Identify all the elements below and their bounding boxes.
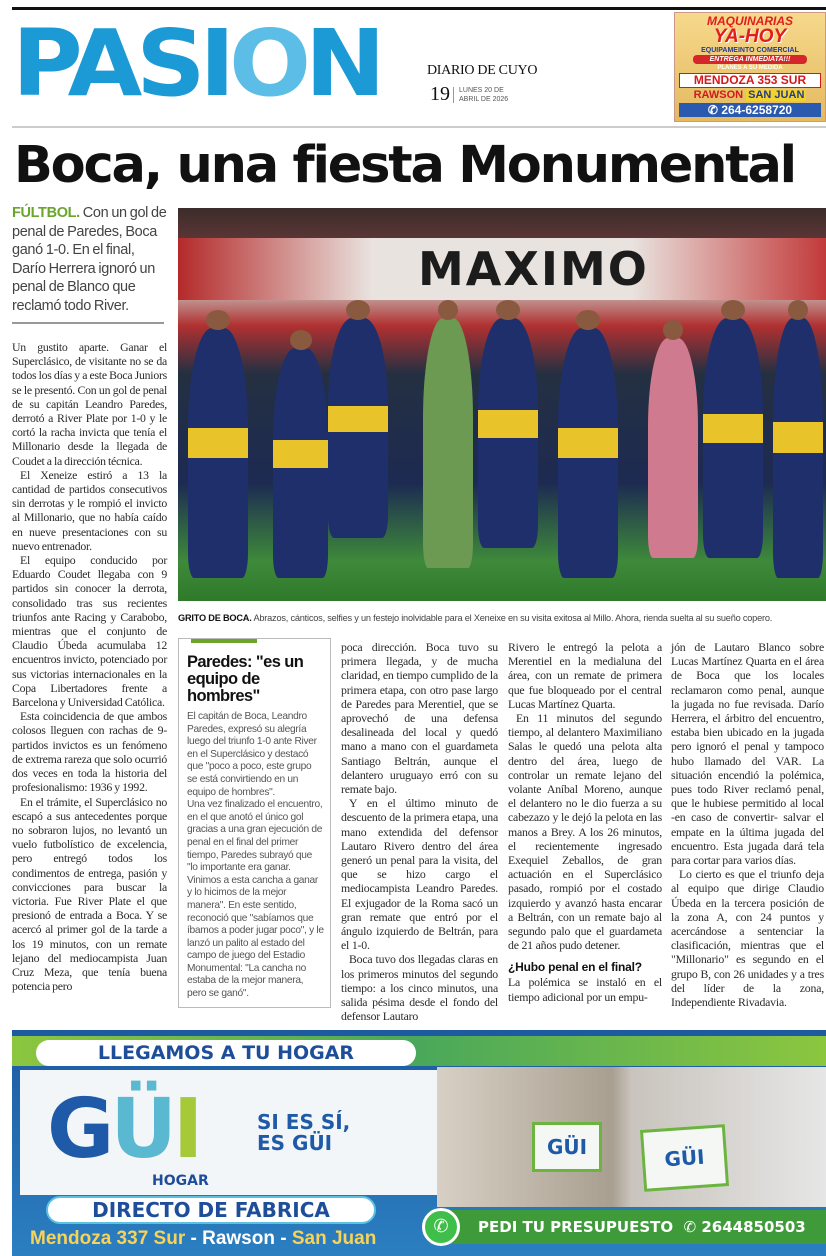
whatsapp-icon: ✆ bbox=[707, 103, 718, 117]
paragraph: Boca tuvo dos llegadas claras en los primeros minutos del segundo tiempo: a los cinco minutos, una salida pésima desde el fondo del defensor Lautaro bbox=[341, 952, 498, 1024]
ad-address: MENDOZA 353 SUR bbox=[679, 73, 821, 88]
section-logo: PASION bbox=[12, 10, 380, 117]
ad-address bbox=[30, 1228, 376, 1250]
ad-tagline: LLEGAMOS A TU HOGAR bbox=[36, 1040, 416, 1066]
address-province: San Juan bbox=[291, 1228, 377, 1249]
brand-sub: HOGAR bbox=[152, 1173, 209, 1189]
article-column-1 bbox=[12, 340, 167, 993]
paragraph: Rivero le entregó la pelota a Merentiel en la medialuna del área, con un remate de primera que fue bloqueado por el central Lucas Martínez Quarta. bbox=[508, 640, 662, 711]
headline: Boca, una fiesta Monumental bbox=[14, 136, 795, 195]
subheading: ¿Hubo penal en el final? bbox=[508, 960, 642, 975]
paragraph: En 11 minutos del segundo tiempo, al delantero Maximiliano Salas le quedó una pelota alta dentro del área, luego de controlar un remate lejano del volante Aníbal Moreno, aunque el delantero no le dio fuerza a su cabezazo y le dejó la pelota en las manos a Brey. A los 26 minutos, el recientemente ingresado Exequiel Zeballos, de gran actuación en el Superclásico pasado, rompió por el costado izquierdo y avanzó hasta encarar a Beltrán, con un remate bajo al segundo palo que el guardameta de 21 años pudo detener. bbox=[508, 711, 662, 953]
page-number: 19 bbox=[430, 83, 450, 105]
whatsapp-icon: ✆ bbox=[422, 1208, 460, 1246]
caption-label: GRITO DE BOCA. bbox=[178, 613, 252, 623]
paragraph: El Xeneize estiró a 13 la cantidad de partidos consecutivos sin derrotas y le rompió el invicto al Millonario, que no había caído en nueve presentaciones con su nuevo entrenador. bbox=[12, 467, 167, 553]
ad-line: EQUIPAMEINTO COMERCIAL bbox=[701, 47, 799, 54]
player-figure bbox=[273, 348, 328, 578]
slogan-line: ES GÜI bbox=[257, 1131, 333, 1155]
article-column-4 bbox=[671, 640, 824, 1009]
brand-sign: GÜI bbox=[532, 1122, 602, 1172]
banner-text: MAXIMO bbox=[418, 242, 649, 296]
quote-cta bbox=[430, 1210, 826, 1244]
paragraph: Esta coincidencia de que ambos colosos lleguen con rachas de 9- partidos invictos es un fenómeno de extrema rareza que solo ocurrió dos veces en toda la historia del profesionalismo: 1936 y 1992. bbox=[12, 709, 167, 795]
caption-text: Abrazos, cánticos, selfies y un festejo inolvidable para el Xeneixe en su visita exitosa al Millo. Ahora, rienda suelta al su sueño copero. bbox=[251, 613, 773, 623]
address-city: - Rawson - bbox=[185, 1228, 292, 1249]
brand-sign: GÜI bbox=[640, 1124, 729, 1192]
paragraph: En el trámite, el Superclásico no escapó a sus antecedentes porque no sobraron lujos, no levantó un vuelo futbolístico de excelencia, pero entregó todos los condimentos de entrega, pasión y convicciones para buscar la victoria. Fue River Plate el que presionó de entrada a Boca. Y se acercó al primer gol de la tarde a los 19 minutos, con un remate lejano del mediocampista Juan Cruz Meza, que tenía buena potencia pero bbox=[12, 794, 167, 994]
bottom-advertisement[interactable] bbox=[12, 1030, 826, 1256]
sidebar-box bbox=[178, 638, 331, 1008]
paragraph: El equipo conducido por Eduardo Coudet llegaba con 9 partidos sin conocer la derrota, consolidado tras sus recientes triunfos ante Racing y Carabobo, mientras que el conjunto de Claudio Úbeda acumulaba 12 encuentros invicto, potenciado por sus victorias internacionales en la Copa Libertadores frente a Barcelona y Universidad Católica. bbox=[12, 553, 167, 710]
paragraph: La polémica se instaló en el tiempo adicional por un empu- bbox=[508, 975, 662, 1004]
deck-rule bbox=[12, 322, 164, 324]
player-figure bbox=[773, 318, 823, 578]
paragraph: Y en el último minuto de descuento de la primera etapa, una mano extendida del defensor Lautaro Rivero dentro del área generó un penal para la visita, del que se hizo cargo el mediocampista Leandro Paredes. El exjugador de la Roma sacó un gran remate que entró por el ángulo izquierdo de Beltrán, para el 1-0. bbox=[341, 796, 498, 953]
paragraph: Un gustito aparte. Ganar el Superclásico, de visitante no se da todos los días y a este Boca Juniors se le presentó. Con un gol de penal de su capitán Leandro Paredes, derrotó a River Plate por 1-0 y le cortó la racha invicta que tenía el Millonario desde la llegada de Coudet a la dirección técnica. bbox=[12, 340, 167, 468]
address-street: Mendoza 337 Sur bbox=[30, 1228, 186, 1249]
paper-name: DIARIO DE CUYO bbox=[427, 63, 538, 78]
ad-line: PLANES A SU MEDIDA bbox=[717, 65, 783, 71]
deck bbox=[12, 204, 167, 315]
slogan-line: SI ES SÍ, bbox=[257, 1110, 351, 1134]
article-column-2 bbox=[341, 640, 498, 1023]
top-advertisement[interactable] bbox=[674, 12, 826, 122]
sidebar-title: Paredes: "es un equipo de hombres" bbox=[187, 653, 304, 705]
ad-city: SAN JUAN bbox=[748, 89, 805, 101]
divider bbox=[453, 87, 454, 103]
issue-date: LUNES 20 DE ABRIL DE 2026 bbox=[459, 87, 509, 103]
player-figure bbox=[703, 318, 763, 558]
ad-brand: YA-HOY bbox=[713, 26, 787, 47]
slogan bbox=[257, 1112, 350, 1154]
cta-phone: ✆ 2644850503 bbox=[683, 1218, 806, 1236]
ad-line: MAQUINARIAS bbox=[707, 14, 793, 28]
player-figure bbox=[478, 318, 538, 548]
sidebar-paragraph: Una vez finalizado el encuentro, en el que anotó el único gol gracias a una gran ejecución de penal en el final del primer tiempo, Paredes subrayó que "lo importante era ganar. Vinimos a esta cancha a ganar y lo hicimos de la mejor manera". En este sentido, reconoció que "sabíamos que íbamos a poder jugar poco", y le lanzó un palito al estado del campo de juego del Estadio Monumental: "La cancha no estaba de la mejor manera, pero se ganó". bbox=[187, 799, 324, 1000]
goalkeeper-figure bbox=[423, 318, 473, 568]
paragraph: Lo cierto es que el triunfo deja al equipo que dirige Claudio Úbeda en la tercera posición de la zona A, con 24 puntos y acercándose a sentenciar la clasificación, mientras que el "Millonario" es segundo en el grupo B, con 26 unidades y a tres del líder de la zona, Independiente Rivadavia. bbox=[671, 867, 824, 1010]
sidebar-paragraph: El capitán de Boca, Leandro Paredes, expresó su alegría luego del triunfo 1-0 ante River en el Superclásico y destacó que "poco a poco, este grupo se está convirtiendo en un equipo de hombres". bbox=[187, 711, 317, 798]
ad-pill: DIRECTO DE FABRICA bbox=[46, 1196, 376, 1224]
stadium-banner bbox=[178, 238, 826, 300]
cta-text: PEDI TU PRESUPUESTO bbox=[478, 1218, 674, 1236]
brand-logo: GÜI bbox=[47, 1082, 200, 1177]
ad-line: ENTREGA INMEDIATA!!! bbox=[693, 55, 807, 64]
ad-phone: 264-6258720 bbox=[721, 103, 793, 117]
ad-city: RAWSON bbox=[693, 89, 744, 101]
ad-photos bbox=[437, 1067, 826, 1207]
header-rule bbox=[12, 126, 826, 128]
paragraph: poca dirección. Boca tuvo su primera llegada, y de mucha claridad, en tiempo cumplido de la primera etapa, con otro pase largo de Paredes para Merentiel, que se aprovechó de una defensa desalineada del local y quedó mano a mano con el guardameta Santiago Beltrán, aunque el delantero uruguayo erró con su remate bajo. bbox=[341, 640, 498, 797]
paragraph: jón de Lautaro Blanco sobre Lucas Martínez Quarta en el área de Boca que los locales reclamaron como penal, aunque la jugada no fue revisada. Darío Herrera, el árbitro del encuentro, estaba bien ubicado en la jugada pero ignoró el penal y tampoco hubo llamado del VAR. La situación encendió la polémica, pues todo River reclamó penal, que le hubiese permitido al local -en caso de convertir- salvar el empate en la última jugada del encuentro. Esta jugada dará tela para cortar para varios días. bbox=[671, 640, 824, 868]
player-figure bbox=[558, 328, 618, 578]
player-figure bbox=[648, 338, 698, 558]
accent-bar bbox=[191, 639, 257, 643]
main-photo[interactable] bbox=[178, 208, 826, 601]
deck-text: Con un gol de penal de Paredes, Boca ganó 1-0. En el final, Darío Herrera ignoró un penal de Blanco que reclamó todo River. bbox=[12, 205, 167, 314]
photo-caption bbox=[178, 613, 826, 623]
section-label: FÚLTBOL. bbox=[12, 205, 80, 221]
article-column-3 bbox=[508, 640, 662, 1004]
player-figure bbox=[188, 328, 248, 578]
player-figure bbox=[328, 318, 388, 538]
